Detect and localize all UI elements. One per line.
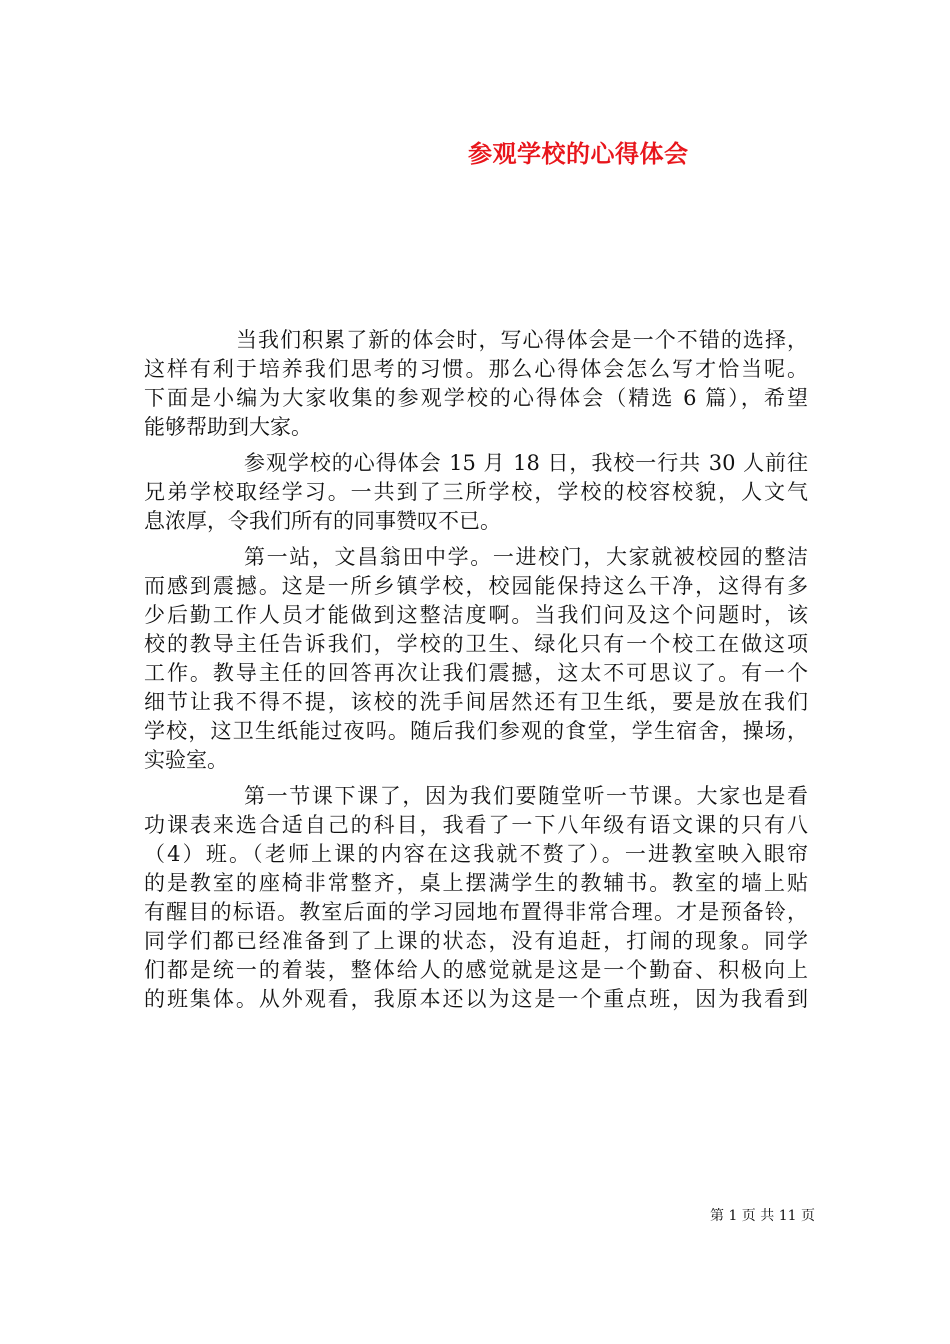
paragraph-first-stop (144, 543, 808, 775)
text-line: 第一节课下课了，因为我们要随堂听一节课。大家也是看 (244, 784, 808, 808)
text-line: 参观学校的心得体会 15 月 18 日，我校一行共 30 人前往 (244, 451, 808, 475)
document-title: 参观学校的心得体会 (468, 139, 689, 168)
text-line: 而感到震撼。这是一所乡镇学校，校园能保持这么干净，这得有多 (144, 574, 808, 598)
text-line: 的是教室的座椅非常整齐，桌上摆满学生的教辅书。教室的墙上贴 (144, 871, 808, 895)
text-line: 有醒目的标语。教室后面的学习园地布置得非常合理。才是预备铃， (144, 900, 808, 924)
text-line: 少后勤工作人员才能做到这整洁度啊。当我们问及这个问题时，该 (144, 603, 808, 627)
page-number: 第 1 页 共 11 页 (710, 1208, 815, 1224)
text-line: 兄弟学校取经学习。一共到了三所学校，学校的校容校貌，人文气 (144, 480, 808, 504)
text-line: 第一站，文昌翁田中学。一进校门，大家就被校园的整洁 (244, 545, 808, 569)
paragraph-class-visit (144, 782, 808, 1014)
text-line: 息浓厚，令我们所有的同事赞叹不已。 (144, 509, 501, 533)
text-line: 同学们都已经准备到了上课的状态，没有追赶，打闹的现象。同学 (144, 929, 808, 953)
text-line: 细节让我不得不提，该校的洗手间居然还有卫生纸，要是放在我们 (144, 690, 808, 714)
text-line: 下面是小编为大家收集的参观学校的心得体会（精选 6 篇），希望 (144, 386, 808, 410)
text-line: 能够帮助到大家。 (144, 415, 312, 439)
document-body (144, 326, 808, 1024)
text-line: 当我们积累了新的体会时，写心得体会是一个不错的选择， (236, 328, 808, 352)
text-line: 实验室。 (144, 748, 228, 772)
text-line: 校的教导主任告诉我们，学校的卫生、绿化只有一个校工在做这项 (144, 632, 808, 656)
text-line: 功课表来选合适自己的科目，我看了一下八年级有语文课的只有八 (144, 813, 808, 837)
paragraph-visit (144, 449, 808, 536)
text-line: 这样有利于培养我们思考的习惯。那么心得体会怎么写才恰当呢。 (144, 357, 808, 381)
text-line: 学校，这卫生纸能过夜吗。随后我们参观的食堂，学生宿舍，操场， (144, 719, 808, 743)
text-line: 们都是统一的着装，整体给人的感觉就是这是一个勤奋、积极向上 (144, 958, 808, 982)
text-line: （4）班。（老师上课的内容在这我就不赘了）。一进教室映入眼帘 (144, 842, 808, 866)
text-line: 的班集体。从外观看，我原本还以为这是一个重点班，因为我看到 (144, 987, 808, 1011)
text-line: 工作。教导主任的回答再次让我们震撼，这太不可思议了。有一个 (144, 661, 808, 685)
paragraph-intro (144, 326, 808, 442)
